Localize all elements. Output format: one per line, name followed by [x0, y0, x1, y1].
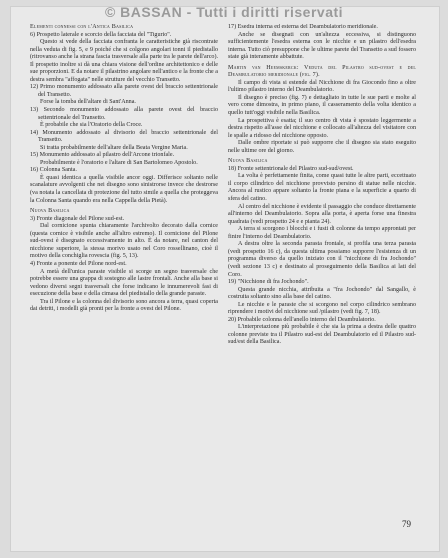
paragraph: 19) "Nicchione di fra Jochondo". — [228, 279, 309, 286]
paragraph: Il campo di vista si estende dal Nicchione di fra Giocondo fino a oltre l'ultimo pilastro interno del Deambulatorio. — [228, 79, 416, 94]
paragraph: Probabilmente è l'oratorio e l'altare di San Bartolomeo Apostolo. — [40, 159, 198, 166]
section-heading: Nuova Basilica — [30, 208, 70, 215]
paragraph: L'interpretazione più probabile è che sia la prima a destra delle quattro colonne previste tra il Pilastro sud-est del Deambulatorio ed il Pilastro sud-sud/est della Basilica. — [228, 324, 416, 346]
paragraph: A terra si scorgono i blocchi e i fusti di colonne da tempo approntati per finire l'interno del Deambulatorio. — [228, 226, 416, 240]
section-heading: Nuova Basilica — [228, 158, 268, 165]
paragraph: La prospettiva è esatta; il suo centro di vista è spostato leggermente a destra rispetto all'asse del nicchione e collocato all'altezza del visitatore con le spalle a ridosso del nicchione opposto. — [228, 117, 416, 139]
page-number: 79 — [402, 519, 411, 529]
paragraph: È probabile che sia l'Oratorio della Croce. — [40, 122, 143, 129]
paragraph: Forse la tomba dell'altare di Sant'Anna. — [40, 99, 136, 106]
paragraph: 12) Primo monumento addossato alla parete ovest del braccio settentrionale del Transetto. — [30, 84, 218, 98]
paragraph: Anche se disegnati con un'altezza eccessiva, si distinguono sufficientemente l'esedra esterna con le nicchie e un pilastro dell'esedra interna. Tutto ciò presuppone che le ultime parete del Transetto a sud fossero state già interamente abbattute. — [228, 31, 416, 61]
paragraph: La volta è perfettamente finita, come quasi tutte le altre parti, eccettuato il corpo cilindrico del nicchione provvisto persino di statue nelle nicchie. Ancora al rustico appare soltanto la fronte piana e la superficie a quarto di sfera del catino. — [228, 173, 416, 203]
paragraph: A destra oltre la seconda parasta frontale, si profila una terza parasta (vedi prospetto 16 c), da questa ultima possiamo supporre l'esistenza di un programma diverso da quello iniziato con il "nicchione di fra Jochondo" (vedi sezione 13 c) e destinato al proseguimento della Basilica ai lati del Coro. — [228, 241, 416, 278]
paragraph: 16) Colonna Santa. — [30, 167, 77, 174]
watermark: © BASSAN - Tutti i diritti riservati — [104, 4, 344, 20]
paragraph: Dal cornicione spunta chiaramente l'archivolto decorato dalla cornice (questa cornice è visibile anche all'altro estremo). Il cornicione del Pilone sud-ovest è disegnato eccessivamente in alto. È da notare, nel canton del nicchione superiore, la stessa morivo usato nel Coro rossellinano, cioè il motivo della conchiglia rovescia (fig. 5, 13). — [30, 223, 218, 260]
paragraph: Le nicchie e le paraste che si scorgono nel corpo cilindrico sembrano riprendere i motivi del nicchione sud /pilastro (vedi fig. 7, 18). — [228, 301, 416, 316]
paragraph: 14) Monumento addossato al divisorio del braccio settentrionale del Transetto. — [30, 129, 218, 144]
paragraph: È quasi identica a quella visibile ancor oggi. Differisce soltanto nelle scanalature avvolgenti che nei disegno sono sinistrorse invece che destrorse (va notata la cancellata di protezione del tutto simile a quella che proteggeva la Colonna Santa quando era nella Cappella della Pietà). — [30, 174, 218, 204]
paragraph: Questa grande nicchia, attribuita a "fra Jochondo" dal Sangallo, è costruita soltanto sino alla base del catino. — [228, 286, 416, 301]
paragraph: 20) Probabile colonna dell'anello interno del Deambulatorio. — [228, 316, 376, 323]
paragraph: 3) Fronte diagonale del Pilone sud-est. — [30, 215, 125, 222]
paragraph: 13) Secondo monumento addossato alla parete ovest del braccio settentrionale del Transetto. — [30, 107, 218, 121]
left-column — [30, 24, 218, 524]
paragraph: Tra il Pilone e la colonna del divisorio sono ancora a terra, quasi coperta dai detriti, i modelli già pronti per la fronte a ovest del Pilone. — [30, 298, 218, 313]
right-column — [228, 24, 416, 510]
paragraph: Si tratta probabilmente dell'altare della Beata Vergine Maria. — [40, 144, 188, 151]
paragraph: 15) Monumento addossato al pilastro dell'Arcone trionfale. — [30, 152, 175, 159]
paragraph: Dalle ombre riportate si può supporre che il disegno sia stato eseguito nelle ultime ore del giorno. — [228, 140, 416, 154]
paragraph: A metà dell'unica paraste visibile si scorge un segno trasversale che potrebbe essere una grappa di sostegno alle lastre frontali. Anche alla base si vedono diversi segni trasversali che forse indicano le innumerevoli fasi di esecuzione della base e della cimasa del piedistallo della grande paraste. — [30, 268, 218, 298]
section-heading: Elementi connessi con l'Antica Basilica — [30, 24, 134, 30]
paragraph: Il disegno è preciso (fig. 7) e dettagliato in tutte le sue parti e molte al vero come dimostra, in primo piano, il casseramento della volta identico a quello tutt'oggi visibile nella Basilica. — [228, 94, 416, 117]
paragraph: 6) Prospetto laterale e scorcio della facciata del "Tigurio". — [30, 31, 172, 38]
paragraph: Questo si vede della facciata confranta le caratteristiche già riscontrate nella veduta di fig. 5, e 9 poiché che si colgono angolari tonni il piedistallo (ritrovanso anche la strana fascia trasversale alla parte tra le parete dell'arco). Il prospetto inoltre si dà una chiara visione dell'ordine architettonico e delle sue proporzioni. E da notare il pilastrino angolare nell'antico e la fronte che a destra sembra "affogata" nelle strutture del vecchio Transetto. — [30, 39, 218, 83]
paragraph: 17) Esedra interna ed esterna del Deambulatorio meridionale. — [228, 24, 378, 30]
paragraph: Al centro del nicchione è evidente il passaggio che conduce direttamente all'interno del Deambulatorio. Sopra alla porta, è aperta forse una finestra quadrata (vedi prospetto 24 e e pianta 24). — [228, 203, 416, 225]
paragraph: 18) Fronte settentrionale del Pilastro sud-sud/ovest. — [228, 165, 354, 172]
paragraph: 4) Fronte a ponente del Pilone nord-est. — [30, 260, 127, 267]
section-heading: Martin van Heemskerck: Veduta del Pilastro sud-ovest e del Deambulatorio meridionale (fig. 7). — [228, 64, 416, 79]
